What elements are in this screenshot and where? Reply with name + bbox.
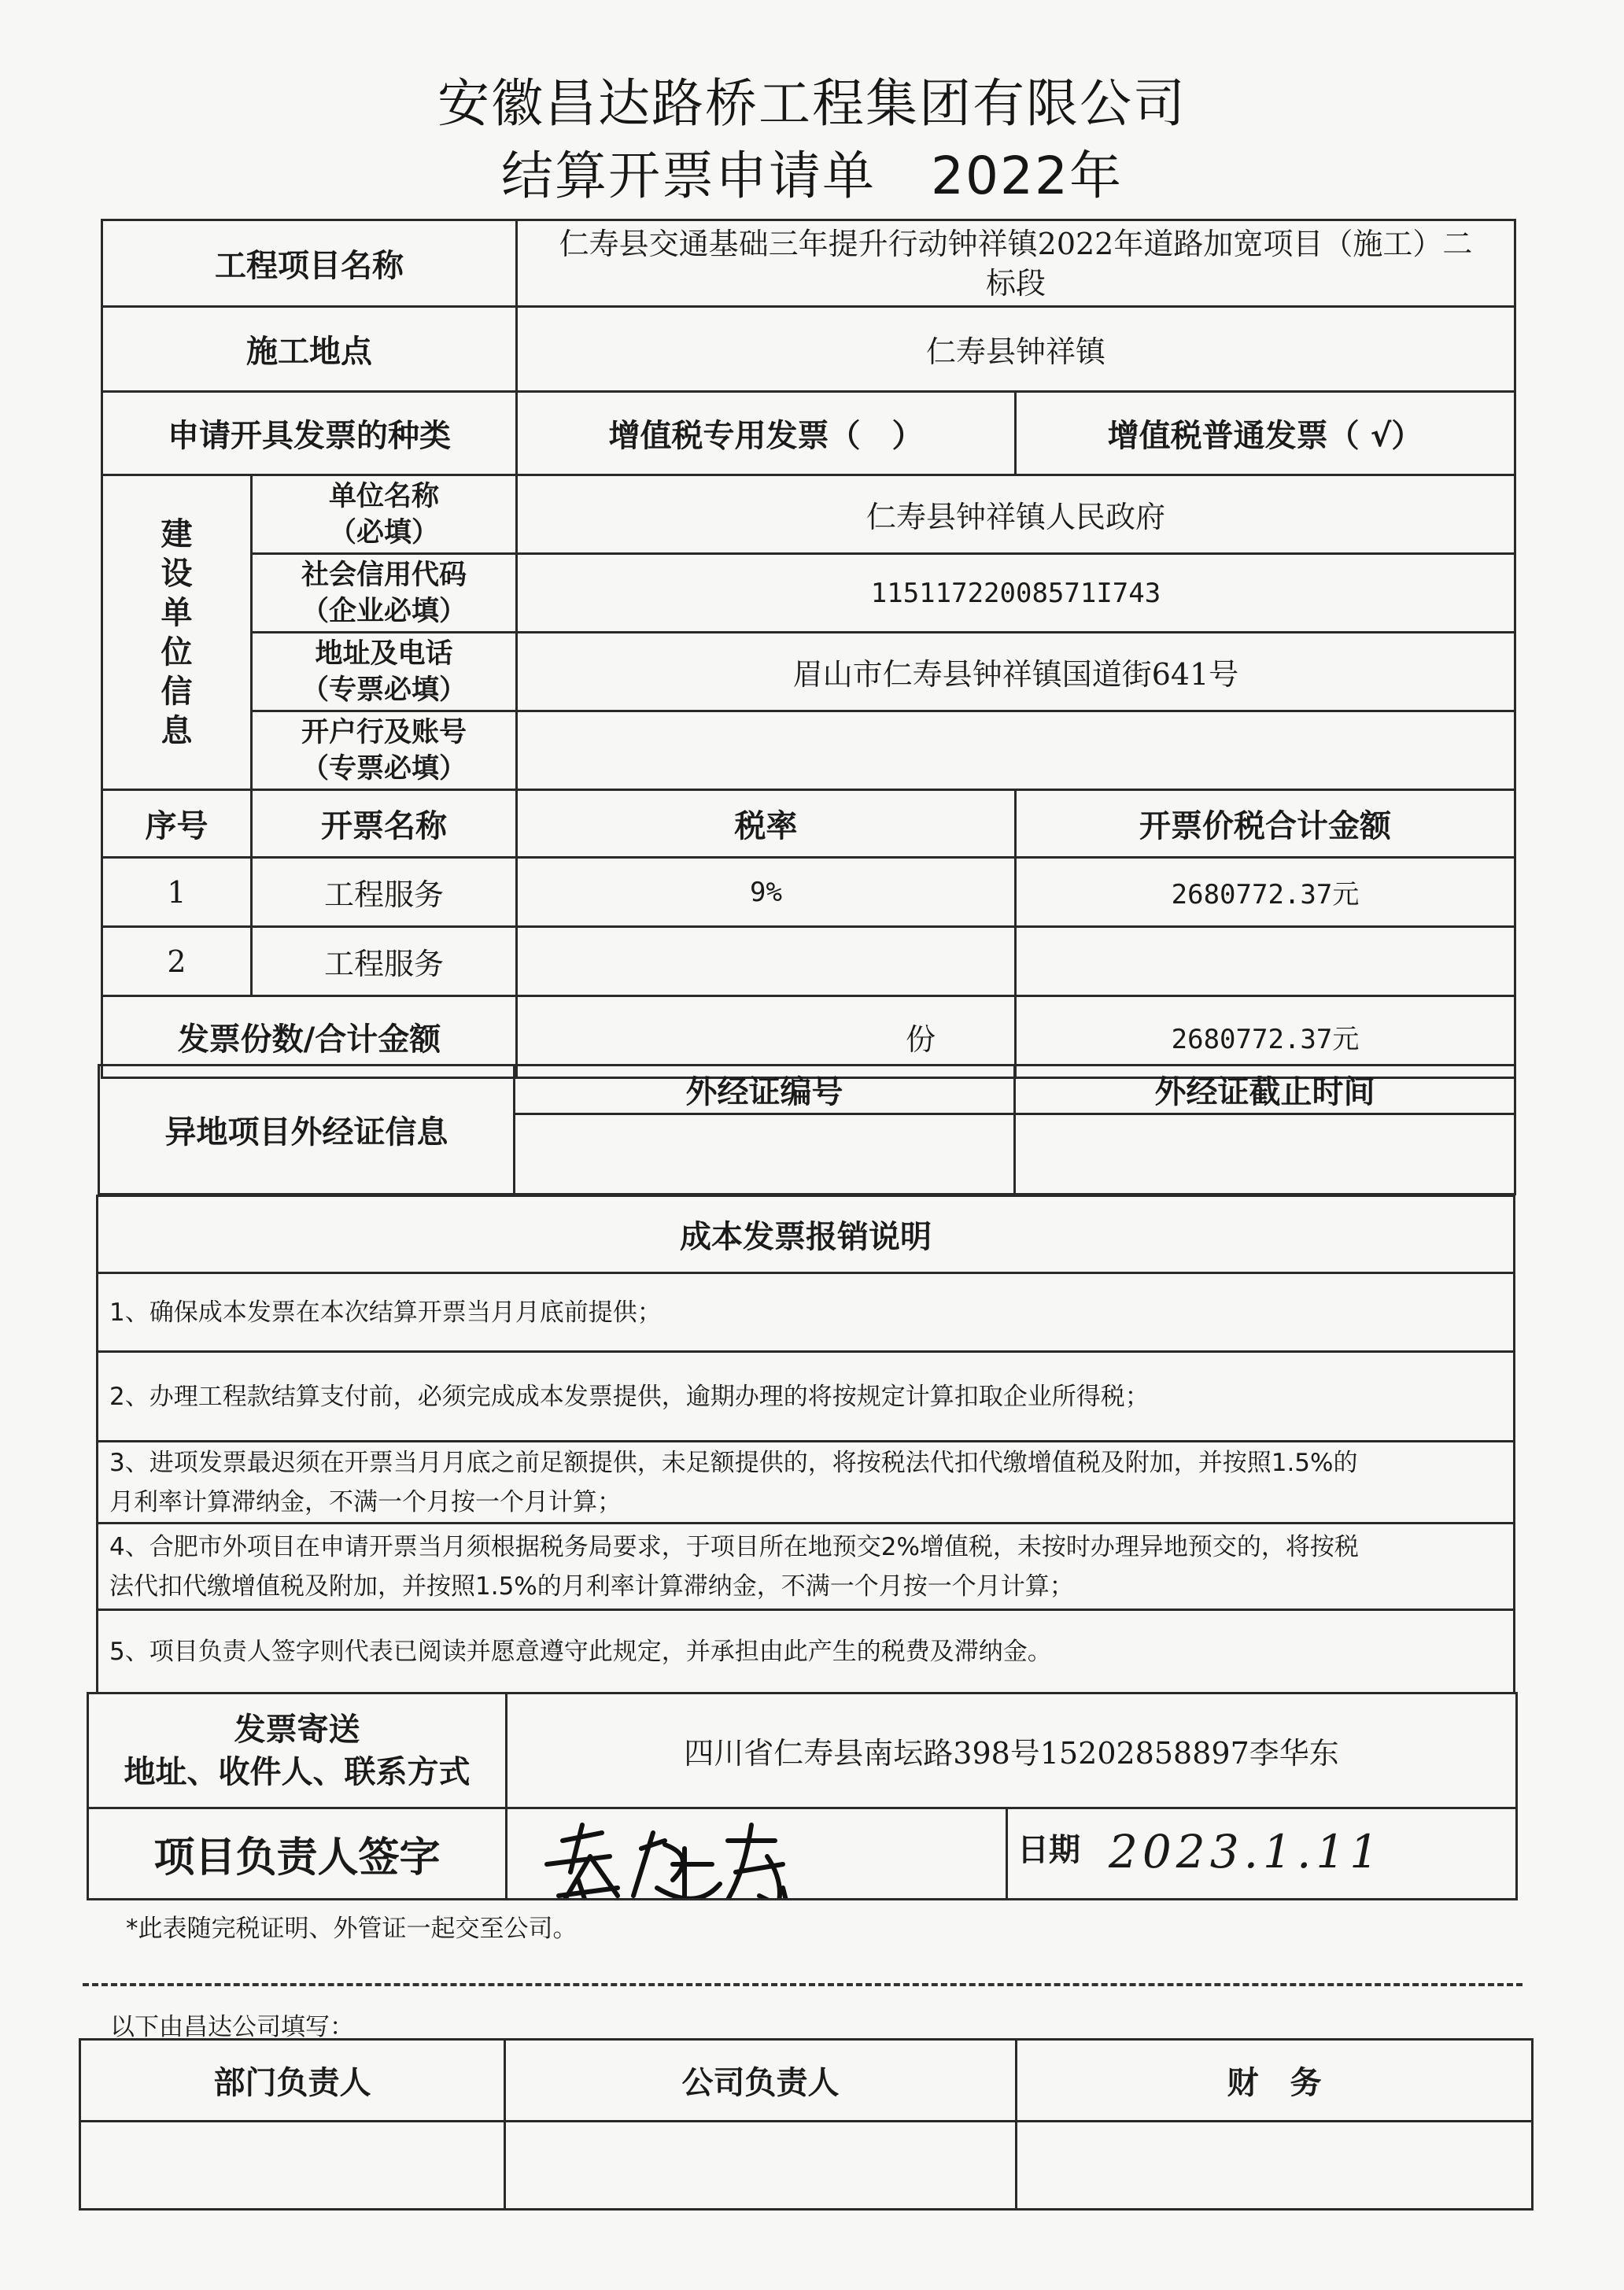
cost-notes-title: 成本发票报销说明	[98, 1196, 1515, 1273]
col-header-amount: 开票价税合计金额	[1016, 790, 1515, 858]
unit-name-label	[252, 475, 517, 554]
row-name: 工程服务	[252, 858, 517, 927]
cert-end-label: 外经证截止时间	[1015, 1066, 1515, 1114]
remote-cert-table	[98, 1064, 1516, 1195]
total-amount: 2680772.37元	[1016, 996, 1515, 1078]
side-char: 建	[161, 515, 193, 552]
row-rate: 9%	[517, 858, 1016, 927]
signature-image	[515, 1809, 846, 1900]
cost-note-2: 2、办理工程款结算支付前，必须完成成本发票提供，逾期办理的将按规定计算扣取企业所得税；	[98, 1352, 1515, 1442]
cert-no-label: 外经证编号	[515, 1066, 1015, 1114]
mailing-value: 四川省仁寿县南坛路398号15202858897李华东	[507, 1693, 1517, 1808]
mailing-label	[88, 1693, 507, 1808]
unit-name-value: 仁寿县钟祥镇人民政府	[517, 475, 1515, 554]
credit-code-value: 11511722008571I743	[517, 554, 1515, 633]
invoice-type-label: 申请开具发票的种类	[102, 392, 517, 475]
company-approval-table	[79, 2038, 1534, 2211]
form-title-row	[0, 134, 1624, 209]
side-char: 设	[161, 555, 193, 592]
cost-note-5: 5、项目负责人签字则代表已阅读并愿意遵守此规定，并承担由此产生的税费及滞纳金。	[98, 1610, 1515, 1693]
bank-label	[252, 711, 517, 790]
credit-code-label	[252, 554, 517, 633]
side-char: 位	[161, 633, 193, 670]
main-form-table	[101, 219, 1516, 1079]
project-name-line1: 仁寿县交通基础三年提升行动钟祥镇2022年道路加宽项目（施工）二	[559, 226, 1473, 261]
dept-head-label: 部门负责人	[80, 2040, 505, 2122]
cert-no-value	[515, 1114, 1015, 1195]
site-label: 施工地点	[102, 307, 517, 392]
row-name: 工程服务	[252, 927, 517, 996]
company-head-label: 公司负责人	[505, 2040, 1017, 2122]
date-cell	[1007, 1808, 1517, 1900]
cert-end-value	[1015, 1114, 1515, 1195]
company-section-intro: 以下由昌达公司填写：	[110, 2013, 354, 2041]
invoice-type-normal[interactable]: 增值税普通发票（ √）	[1016, 392, 1515, 475]
site-value: 仁寿县钟祥镇	[517, 307, 1515, 392]
form-title: 结算开票申请单	[501, 146, 877, 206]
mailing-label-line1: 发票寄送	[234, 1711, 360, 1748]
mailing-label-line2: 地址、收件人、联系方式	[124, 1753, 471, 1790]
remote-label: 异地项目外经证信息	[99, 1066, 515, 1195]
cost-note-4-line2: 法代扣代缴增值税及附加，并按照1.5%的月利率计算滞纳金，不满一个月按一个月计算；	[109, 1572, 1074, 1601]
cost-note-4	[98, 1524, 1515, 1610]
table-row	[102, 927, 1515, 996]
cost-notes-table	[96, 1195, 1515, 1694]
address-value: 眉山市仁寿县钟祥镇国道街641号	[517, 633, 1515, 711]
cost-note-3	[98, 1442, 1515, 1524]
table-row	[102, 858, 1515, 927]
cost-note-1: 1、确保成本发票在本次结算开票当月月底前提供；	[98, 1273, 1515, 1352]
invoice-type-special[interactable]: 增值税专用发票（ ）	[517, 392, 1016, 475]
row-no: 1	[102, 858, 252, 927]
cost-note-4-line1: 4、合肥市外项目在申请开票当月须根据税务局要求，于项目所在地预交2%增值税，未按时办理异地预交的，将按税	[109, 1532, 1359, 1561]
side-char: 信	[161, 673, 193, 710]
finance-label: 财 务	[1017, 2040, 1533, 2122]
totals-label: 发票份数/合计金额	[102, 996, 517, 1078]
project-name-line2: 标段	[985, 265, 1046, 301]
dashed-divider	[83, 1983, 1522, 1986]
bank-label-text: 开户行及账号	[301, 716, 467, 748]
project-name-label: 工程项目名称	[102, 220, 517, 307]
credit-code-hint: （企业必填）	[301, 595, 467, 627]
col-header-rate: 税率	[517, 790, 1016, 858]
builder-info-side-label	[102, 475, 252, 790]
company-title: 安徽昌达路桥工程集团有限公司	[437, 73, 1187, 134]
footnote: *此表随完税证明、外管证一起交至公司。	[126, 1915, 578, 1943]
side-char: 息	[161, 712, 193, 749]
date-value: 2023.1.11	[1109, 1825, 1384, 1878]
copies-unit: 份	[905, 1022, 936, 1057]
date-label: 日期	[1017, 1832, 1080, 1868]
cost-note-3-line1: 3、进项发票最迟须在开票当月月底之前足额提供，未足额提供的，将按税法代扣代缴增值税及附加，并按照1.5%的	[109, 1448, 1358, 1477]
unit-name-hint: （必填）	[328, 516, 439, 548]
row-rate	[517, 927, 1016, 996]
col-header-no: 序号	[102, 790, 252, 858]
signature-cell[interactable]	[507, 1808, 1007, 1900]
unit-name-label-text: 单位名称	[328, 480, 439, 512]
cost-note-3-line2: 月利率计算滞纳金，不满一个月按一个月计算；	[109, 1487, 622, 1516]
row-amount	[1016, 927, 1515, 996]
bank-value	[517, 711, 1515, 790]
company-head-sign-cell[interactable]	[505, 2122, 1017, 2210]
credit-code-label-text: 社会信用代码	[301, 559, 467, 591]
side-char: 单	[161, 594, 193, 631]
mailing-sign-table	[87, 1692, 1518, 1900]
sign-label: 项目负责人签字	[88, 1808, 507, 1900]
finance-sign-cell[interactable]	[1017, 2122, 1533, 2210]
form-year: 2022年	[931, 146, 1123, 206]
address-hint: （专票必填）	[301, 674, 467, 706]
col-header-name: 开票名称	[252, 790, 517, 858]
address-label	[252, 633, 517, 711]
project-name-value	[517, 220, 1515, 307]
dept-head-sign-cell[interactable]	[80, 2122, 505, 2210]
row-no: 2	[102, 927, 252, 996]
address-label-text: 地址及电话	[315, 637, 453, 670]
row-amount: 2680772.37元	[1016, 858, 1515, 927]
bank-hint: （专票必填）	[301, 752, 467, 785]
